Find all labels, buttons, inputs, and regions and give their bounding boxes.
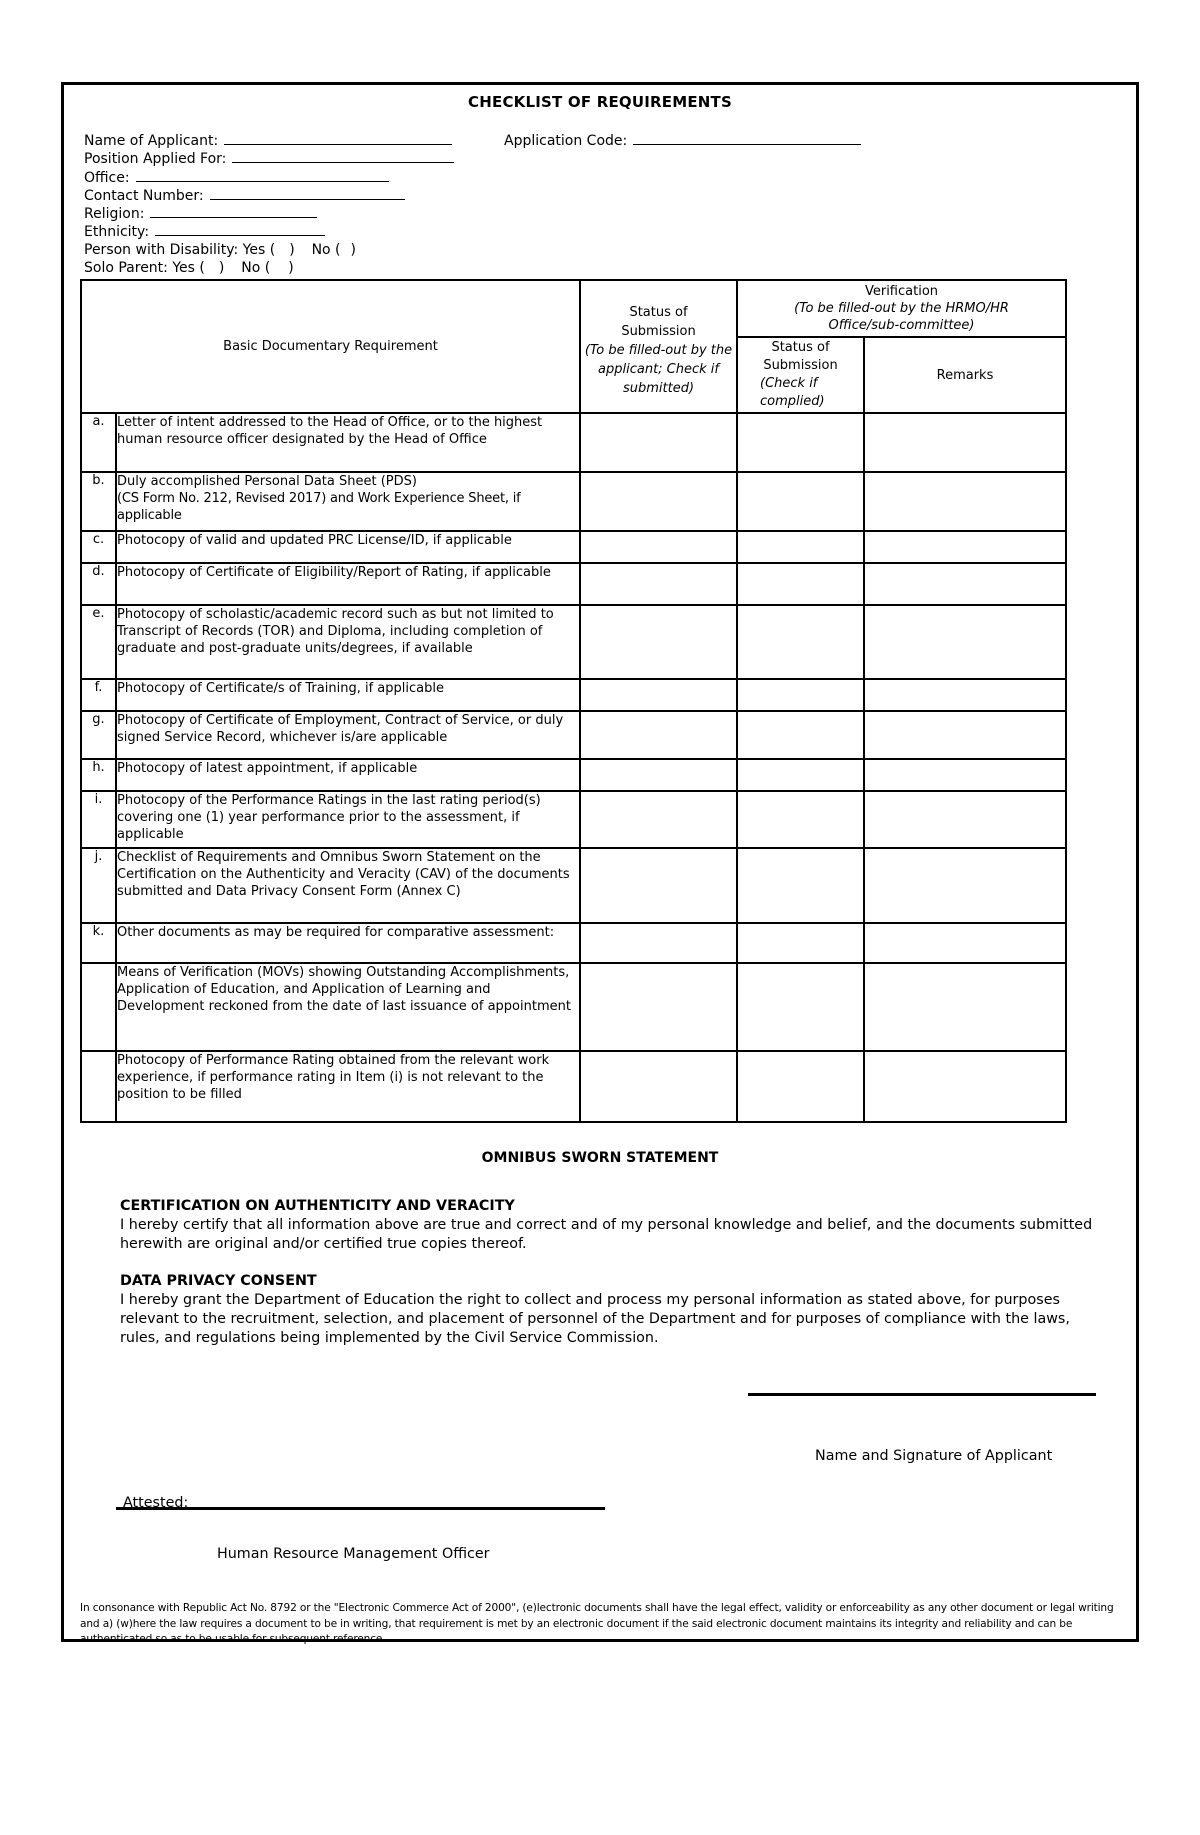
verification-status-cell[interactable] bbox=[737, 679, 864, 711]
verification-status-cell[interactable] bbox=[737, 848, 864, 923]
row-label: k. bbox=[81, 923, 116, 963]
solo-parent-label: Solo Parent: bbox=[84, 260, 168, 277]
table-row bbox=[81, 413, 1066, 472]
form-frame bbox=[61, 82, 1139, 1646]
field-religion bbox=[84, 204, 454, 222]
header-status-of-submission: Status of Submission (To be filled-out by the applicant; Check if submitted) bbox=[580, 280, 737, 413]
field-position-applied-for bbox=[84, 149, 454, 167]
attested-signature-line[interactable] bbox=[116, 1507, 605, 1510]
field-application-code bbox=[504, 131, 861, 149]
cav-section bbox=[120, 1197, 1100, 1254]
remarks-cell[interactable] bbox=[864, 759, 1066, 791]
privacy-text: I hereby grant the Department of Education the right to collect and process my personal information as stated above, for purposes relevant to the recruitment, selection, and placement of personnel of the Department and for purposes of compliance with the laws, rules, and regulations being implemented by the Civil Service Commission. bbox=[120, 1292, 1070, 1346]
hrmo-label: Human Resource Management Officer bbox=[217, 1546, 490, 1562]
verification-status-cell[interactable] bbox=[737, 963, 864, 1051]
row-label bbox=[81, 963, 116, 1051]
requirement-text: Photocopy of Performance Rating obtained from the relevant work experience, if performance rating in Item (i) is not relevant to the position to be filled bbox=[116, 1051, 580, 1122]
remarks-cell[interactable] bbox=[864, 563, 1066, 605]
field-label: Name of Applicant: bbox=[84, 133, 219, 149]
table-row bbox=[81, 963, 1066, 1051]
verification-status-cell[interactable] bbox=[737, 472, 864, 531]
field-office bbox=[84, 168, 454, 186]
table-row bbox=[81, 848, 1066, 923]
applicant-status-cell[interactable] bbox=[580, 791, 737, 848]
attested-label: Attested: bbox=[123, 1495, 189, 1511]
applicant-status-cell[interactable] bbox=[580, 563, 737, 605]
cav-text: I hereby certify that all information above are true and correct and of my personal knowledge and belief, and the documents submitted herewith are original and/or certified true copies thereof. bbox=[120, 1217, 1093, 1252]
header-basic-requirement: Basic Documentary Requirement bbox=[81, 280, 580, 413]
remarks-cell[interactable] bbox=[864, 1051, 1066, 1122]
remarks-cell[interactable] bbox=[864, 605, 1066, 679]
field-label: Ethnicity: bbox=[84, 224, 150, 241]
remarks-cell[interactable] bbox=[864, 472, 1066, 531]
verification-status-cell[interactable] bbox=[737, 759, 864, 791]
verification-status-cell[interactable] bbox=[737, 1051, 864, 1122]
ethnicity-input[interactable] bbox=[155, 222, 325, 236]
requirement-text: Other documents as may be required for comparative assessment: bbox=[116, 923, 580, 963]
table-row bbox=[81, 1051, 1066, 1122]
field-name-of-applicant bbox=[84, 131, 454, 149]
requirement-text: Photocopy of Certificate of Eligibility/Report of Rating, if applicable bbox=[116, 563, 580, 605]
remarks-cell[interactable] bbox=[864, 531, 1066, 563]
applicant-status-cell[interactable] bbox=[580, 605, 737, 679]
verification-status-cell[interactable] bbox=[737, 923, 864, 963]
applicant-signature-line[interactable] bbox=[748, 1393, 1096, 1396]
requirements-table bbox=[80, 279, 1067, 1123]
remarks-cell[interactable] bbox=[864, 963, 1066, 1051]
row-label: i. bbox=[81, 791, 116, 848]
applicant-status-cell[interactable] bbox=[580, 711, 737, 759]
field-ethnicity bbox=[84, 222, 454, 240]
row-label: a. bbox=[81, 413, 116, 472]
header-verification: Verification (To be filled-out by the HRMO/HR Office/sub-committee) bbox=[737, 280, 1066, 337]
solo-parent-yes-option[interactable]: Yes ( ) bbox=[172, 260, 225, 277]
verification-status-cell[interactable] bbox=[737, 711, 864, 759]
office-input[interactable] bbox=[136, 168, 389, 182]
field-solo-parent bbox=[84, 259, 454, 277]
requirement-text: Photocopy of valid and updated PRC License/ID, if applicable bbox=[116, 531, 580, 563]
verification-status-cell[interactable] bbox=[737, 531, 864, 563]
verification-status-cell[interactable] bbox=[737, 605, 864, 679]
requirement-text: Photocopy of the Performance Ratings in the last rating period(s) covering one (1) year performance prior to the assessment, if applicable bbox=[116, 791, 580, 848]
applicant-status-cell[interactable] bbox=[580, 472, 737, 531]
table-row bbox=[81, 605, 1066, 679]
table-row bbox=[81, 531, 1066, 563]
requirement-text: Photocopy of scholastic/academic record such as but not limited to Transcript of Records (TOR) and Diploma, including completion of graduate and post-graduate units/degrees, if available bbox=[116, 605, 580, 679]
cav-heading: CERTIFICATION ON AUTHENTICITY AND VERACITY bbox=[120, 1198, 515, 1214]
applicant-status-cell[interactable] bbox=[580, 413, 737, 472]
table-row bbox=[81, 923, 1066, 963]
applicant-status-cell[interactable] bbox=[580, 848, 737, 923]
requirement-text: Photocopy of latest appointment, if applicable bbox=[116, 759, 580, 791]
row-label: h. bbox=[81, 759, 116, 791]
sworn-statement-title: OMNIBUS SWORN STATEMENT bbox=[481, 1150, 719, 1166]
table-row bbox=[81, 759, 1066, 791]
field-label: Religion: bbox=[84, 206, 145, 223]
applicant-status-cell[interactable] bbox=[580, 923, 737, 963]
remarks-cell[interactable] bbox=[864, 848, 1066, 923]
row-label: f. bbox=[81, 679, 116, 711]
header-remarks: Remarks bbox=[864, 337, 1066, 413]
requirement-text: Means of Verification (MOVs) showing Outstanding Accomplishments, Application of Education, and Application of Learning and Development reckoned from the date of last issuance of appointment bbox=[116, 963, 580, 1051]
row-label bbox=[81, 1051, 116, 1122]
requirement-text: Checklist of Requirements and Omnibus Sworn Statement on the Certification on the Authenticity and Veracity (CAV) of the documents submitted and Data Privacy Consent Form (Annex C) bbox=[116, 848, 580, 923]
table-row bbox=[81, 679, 1066, 711]
remarks-cell[interactable] bbox=[864, 711, 1066, 759]
field-contact-number bbox=[84, 186, 454, 204]
table-row bbox=[81, 563, 1066, 605]
verification-status-cell[interactable] bbox=[737, 563, 864, 605]
header-verification-status: Status of Submission (Check if complied) bbox=[737, 337, 864, 413]
requirement-text: Photocopy of Certificate/s of Training, if applicable bbox=[116, 679, 580, 711]
row-label: e. bbox=[81, 605, 116, 679]
applicant-status-cell[interactable] bbox=[580, 963, 737, 1051]
requirement-text: Photocopy of Certificate of Employment, Contract of Service, or duly signed Service Record, whichever is/are applicable bbox=[116, 711, 580, 759]
field-label: Office: bbox=[84, 169, 130, 186]
verification-status-cell[interactable] bbox=[737, 413, 864, 472]
applicant-status-cell[interactable] bbox=[580, 679, 737, 711]
verification-status-cell[interactable] bbox=[737, 791, 864, 848]
solo-parent-no-option[interactable]: No ( ) bbox=[241, 260, 294, 277]
privacy-section bbox=[120, 1272, 1100, 1348]
application-code-input[interactable] bbox=[633, 131, 861, 145]
applicant-fields bbox=[84, 131, 454, 277]
table-row bbox=[81, 711, 1066, 759]
legal-footnote: In consonance with Republic Act No. 8792 or the "Electronic Commerce Act of 2000", (e)lectronic documents shall have the legal effect, validity or enforceability as any other document or legal writing and a) (w)here the law requires a document to be in writing, that requirement is met by an electronic document if the said electronic document maintains its integrity and reliability and can be authenticated so as to be usable for subsequent reference. bbox=[80, 1602, 1114, 1646]
remarks-cell[interactable] bbox=[864, 679, 1066, 711]
form-title: CHECKLIST OF REQUIREMENTS bbox=[468, 93, 732, 111]
table-row bbox=[81, 791, 1066, 848]
field-pwd bbox=[84, 241, 454, 259]
remarks-cell[interactable] bbox=[864, 413, 1066, 472]
applicant-status-cell[interactable] bbox=[580, 531, 737, 563]
pwd-label: Person with Disability: bbox=[84, 241, 239, 258]
requirement-text: Duly accomplished Personal Data Sheet (PDS) (CS Form No. 212, Revised 2017) and Work Experience Sheet, if applicable bbox=[116, 472, 580, 531]
remarks-cell[interactable] bbox=[864, 791, 1066, 848]
row-label: g. bbox=[81, 711, 116, 759]
row-label: d. bbox=[81, 563, 116, 605]
privacy-heading: DATA PRIVACY CONSENT bbox=[120, 1273, 317, 1289]
applicant-status-cell[interactable] bbox=[580, 759, 737, 791]
applicant-signature-label: Name and Signature of Applicant bbox=[815, 1448, 1053, 1464]
table-row bbox=[81, 472, 1066, 531]
row-label: b. bbox=[81, 472, 116, 531]
row-label: c. bbox=[81, 531, 116, 563]
row-label: j. bbox=[81, 848, 116, 923]
name-of-applicant-input[interactable] bbox=[224, 131, 452, 145]
position-applied-for-input[interactable] bbox=[232, 149, 454, 163]
application-code-label: Application Code: bbox=[504, 133, 628, 149]
contact-number-input[interactable] bbox=[210, 186, 405, 200]
field-label: Contact Number: bbox=[84, 187, 204, 204]
applicant-status-cell[interactable] bbox=[580, 1051, 737, 1122]
requirement-text: Letter of intent addressed to the Head of Office, or to the highest human resource officer designated by the Head of Office bbox=[116, 413, 580, 472]
pwd-no-option[interactable]: No ( ) bbox=[311, 241, 356, 258]
religion-input[interactable] bbox=[150, 204, 317, 218]
field-label: Position Applied For: bbox=[84, 151, 227, 168]
remarks-cell[interactable] bbox=[864, 923, 1066, 963]
pwd-yes-option[interactable]: Yes ( ) bbox=[242, 241, 295, 258]
